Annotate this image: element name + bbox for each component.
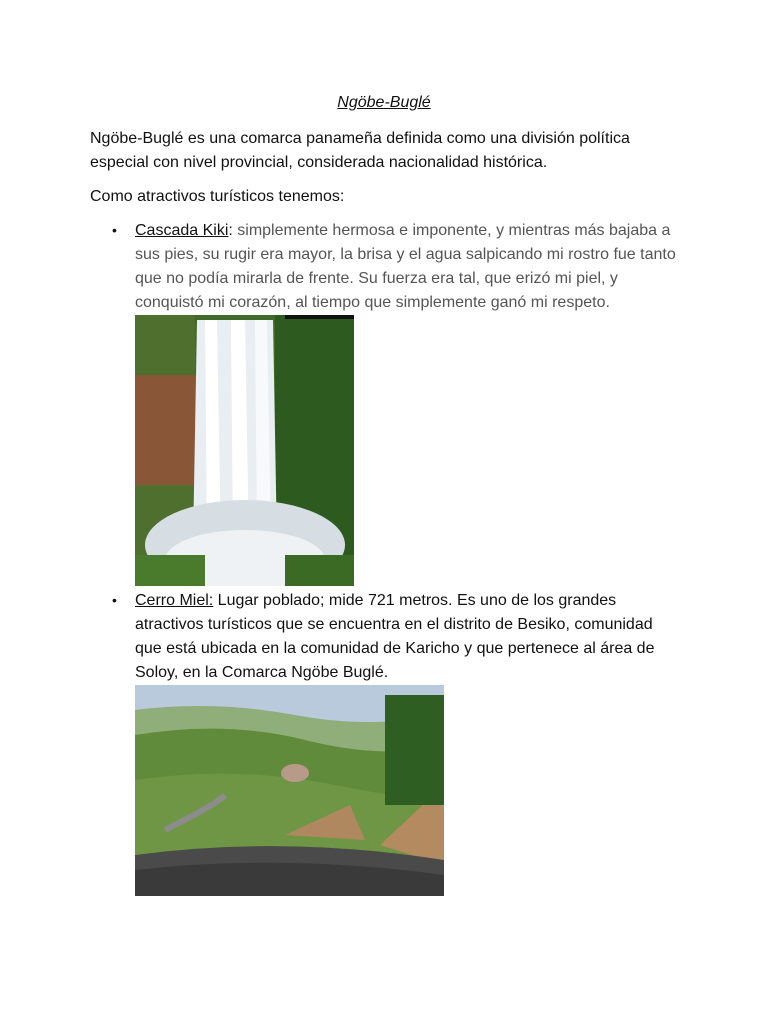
item-text: simplemente hermosa e imponente, y mientras más bajaba a: [232, 222, 671, 239]
intro-line: especial con nivel provincial, considerada nacionalidad histórica.: [90, 154, 548, 171]
item-separator: :: [228, 222, 233, 239]
waterfall-illustration: [135, 315, 354, 586]
item-line: atractivos turísticos que se encuentra en el distrito de Besiko, comunidad: [135, 616, 653, 633]
item-line: [135, 589, 695, 613]
item-line: Soloy, en la Comarca Ngöbe Buglé.: [135, 664, 389, 681]
mountain-road-photo: [135, 685, 444, 896]
document-title: Ngöbe-Buglé: [337, 94, 431, 111]
waterfall-photo: [135, 315, 354, 586]
item-line: conquistó mi corazón, al tiempo que simplemente ganó mi respeto.: [135, 294, 610, 311]
list-item-cerro-miel: [135, 589, 695, 685]
item-line: que está ubicada en la comunidad de Karicho y que pertenece al área de: [135, 640, 655, 657]
bullet-marker: •: [112, 592, 117, 608]
item-line: que no podía mirarla de frente. Su fuerza era tal, que erizó mi piel, y: [135, 270, 618, 287]
item-line: [135, 219, 695, 243]
attractions-heading: Como atractivos turísticos tenemos:: [90, 188, 345, 205]
list-item-cascada-kiki: [135, 219, 695, 315]
mountain-road-illustration: [135, 685, 444, 896]
item-line: sus pies, su rugir era mayor, la brisa y el agua salpicando mi rostro fue tanto: [135, 246, 676, 263]
item-label: Cascada Kiki: [135, 222, 229, 239]
intro-line: Ngöbe-Buglé es una comarca panameña definida como una división política: [90, 130, 630, 147]
bullet-marker: •: [112, 222, 117, 238]
item-label: Cerro Miel:: [135, 592, 214, 609]
intro-paragraph: [90, 127, 690, 175]
item-text: Lugar poblado; mide 721 metros. Es uno de los grandes: [213, 592, 617, 609]
